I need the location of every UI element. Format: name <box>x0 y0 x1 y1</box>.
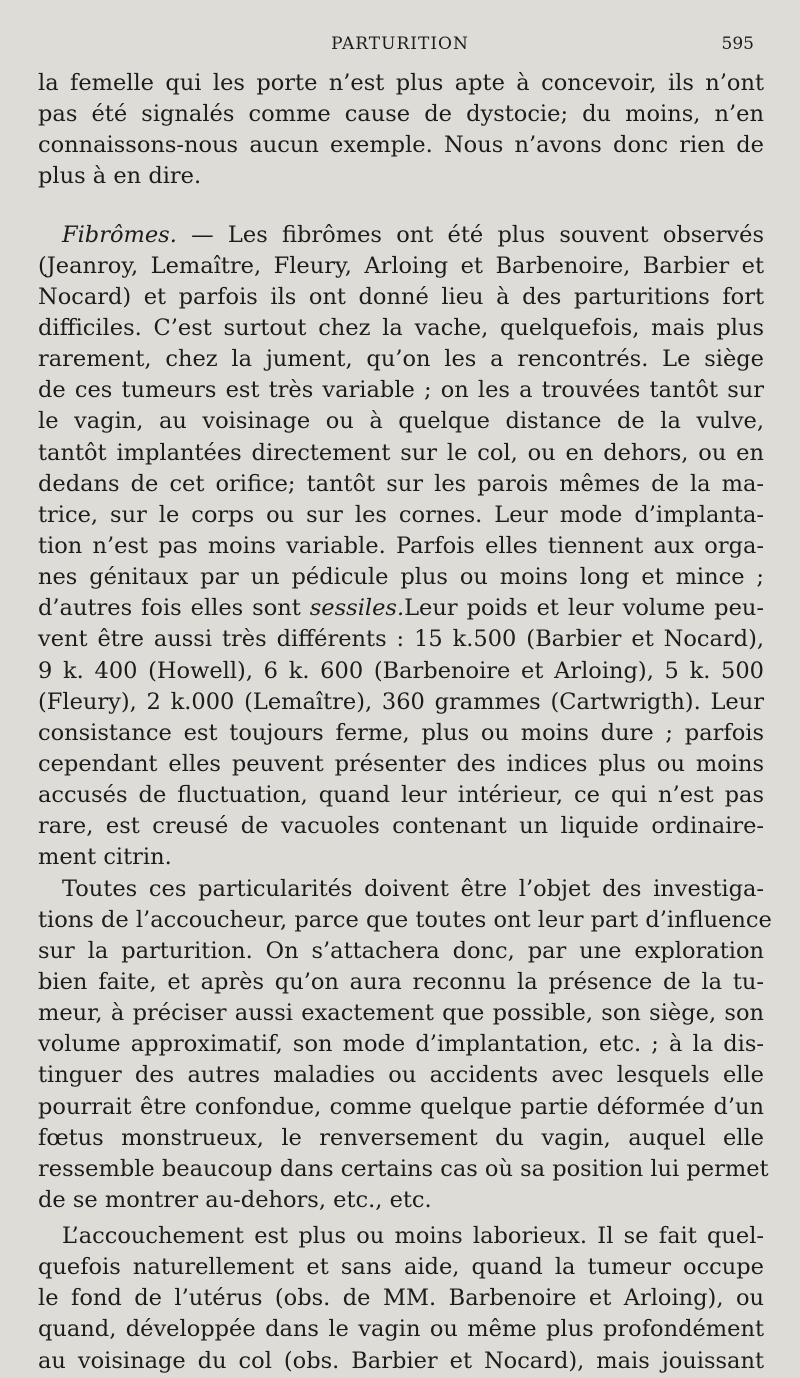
text-line: pas été signalés comme cause de dystocie; du moins, n’en <box>38 101 764 128</box>
text-line: (Fleury), 2 k.000 (Lemaître), 360 grammes (Cartwrigth). Leur <box>38 688 764 715</box>
paragraph-accouchement <box>38 1221 764 1377</box>
text-line: ment citrin. <box>38 844 172 871</box>
text-line: tion n’est pas moins variable. Parfois elles tiennent aux orga- <box>38 532 764 559</box>
text-line: tantôt implantées directement sur le col, ou en dehors, ou en <box>38 439 764 466</box>
text-line: de ces tumeurs est très variable ; on les a trouvées tantôt sur <box>38 377 764 404</box>
text-line: au voisinage du col (obs. Barbier et Nocard), mais jouissant <box>38 1347 764 1374</box>
text-line: cependant elles peuvent présenter des indices plus ou moins <box>38 750 764 777</box>
text-line: tions de l’accoucheur, parce que toutes ont leur part d’influence <box>38 906 772 933</box>
text-line: connaissons-nous aucun exemple. Nous n’avons donc rien de <box>38 132 764 159</box>
text-line: quefois naturellement et sans aide, quand la tumeur occupe <box>38 1254 764 1281</box>
text-line <box>38 220 764 251</box>
text-line: consistance est toujours ferme, plus ou moins dure ; parfois <box>38 719 764 746</box>
text-line: tinguer des autres maladies ou accidents avec lesquels elle <box>38 1062 764 1089</box>
text-run: d’autres fois elles sont <box>38 595 310 622</box>
text-line: la femelle qui les porte n’est plus apte à concevoir, ils n’ont <box>38 70 764 96</box>
text-line: rarement, chez la jument, qu’on les a rencontrés. Le siège <box>38 346 764 373</box>
text-line: accusés de fluctuation, quand leur intérieur, ce qui n’est pas <box>38 782 764 809</box>
text-line: difficiles. C’est surtout chez la vache, quelquefois, mais plus <box>38 314 764 341</box>
text-line: rare, est creusé de vacuoles contenant un liquide ordinaire- <box>38 813 764 840</box>
paragraph-fibromes <box>38 220 764 874</box>
text-line <box>38 593 764 624</box>
text-line: pourrait être confondue, comme quelque partie déformée d’un <box>38 1093 764 1120</box>
text-line: de se montrer au-dehors, etc., etc. <box>38 1186 432 1213</box>
text-line: 9 k. 400 (Howell), 6 k. 600 (Barbenoire et Arloing), 5 k. 500 <box>38 657 764 684</box>
text-line: fœtus monstrueux, le renversement du vagin, auquel elle <box>38 1124 764 1151</box>
text-line: sur la parturition. On s’attachera donc, par une exploration <box>38 937 764 964</box>
italic-term: sessiles. <box>309 595 405 622</box>
running-head <box>0 34 800 58</box>
text-line: meur, à préciser aussi exactement que possible, son siège, son <box>38 1000 764 1027</box>
text-line: trice, sur le corps ou sur les cornes. Leur mode d’implanta- <box>38 501 764 528</box>
text-line: nes génitaux par un pédicule plus ou moins long et mince ; <box>38 564 764 591</box>
text-line: dedans de cet orifice; tantôt sur les parois mêmes de la ma- <box>38 470 764 497</box>
text-line: ressemble beaucoup dans certains cas où sa position lui permet <box>38 1155 769 1182</box>
page-number: 595 <box>721 34 754 54</box>
paragraph-particularites <box>38 874 772 1217</box>
body-text <box>38 68 772 1377</box>
paragraph-spacer <box>38 193 764 220</box>
text-line: Toutes ces particularités doivent être l’objet des investiga- <box>62 875 764 902</box>
text-line: Nocard) et parfois ils ont donné lieu à des parturitions fort <box>38 283 764 310</box>
text-line: plus à en dire. <box>38 163 202 190</box>
running-title: PARTURITION <box>331 34 469 54</box>
text-line: bien faite, et après qu’on aura reconnu la présence de la tu- <box>38 968 764 995</box>
text-run: — Les fibrômes ont été plus souvent observés <box>176 221 764 248</box>
section-heading: Fibrômes. <box>62 221 177 248</box>
text-run: Leur poids et leur volume peu- <box>404 595 764 622</box>
text-line: (Jeanroy, Lemaître, Fleury, Arloing et Barbenoire, Barbier et <box>38 252 764 279</box>
text-line: volume approximatif, son mode d’implantation, etc. ; à la dis- <box>38 1031 764 1058</box>
text-line: le vagin, au voisinage ou à quelque distance de la vulve, <box>38 408 764 435</box>
text-line: le fond de l’utérus (obs. de MM. Barbenoire et Arloing), ou <box>38 1285 764 1312</box>
text-line: L’accouchement est plus ou moins laborieux. Il se fait quel- <box>62 1223 764 1250</box>
paragraph-continuation <box>38 68 764 193</box>
text-line: quand, développée dans le vagin ou même plus profondément <box>38 1316 764 1343</box>
text-line: vent être aussi très différents : 15 k.500 (Barbier et Nocard), <box>38 626 764 653</box>
